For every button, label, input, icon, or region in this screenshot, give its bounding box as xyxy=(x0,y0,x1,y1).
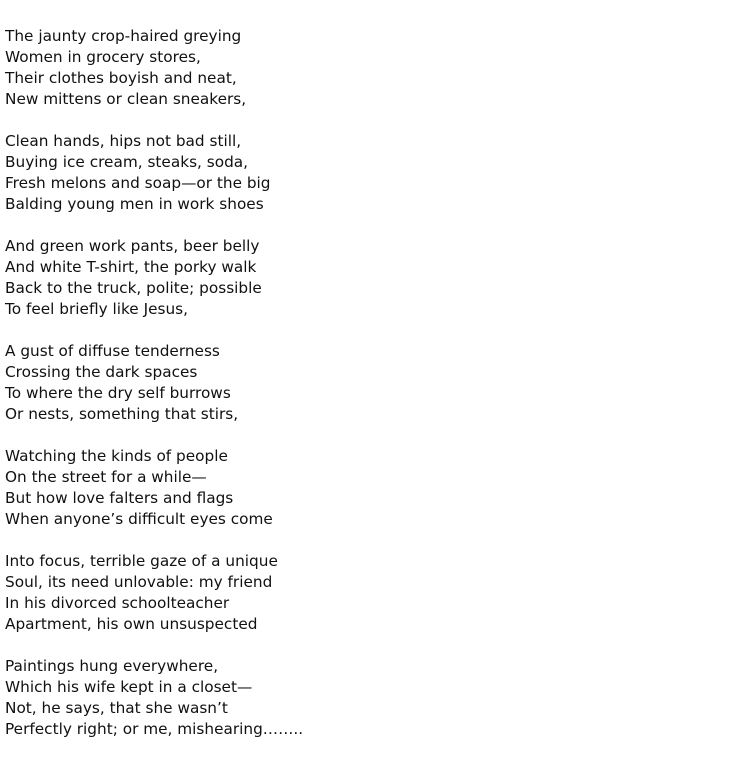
poem-line: Their clothes boyish and neat, xyxy=(5,69,237,87)
stanza-3 xyxy=(5,236,303,320)
stanza-2 xyxy=(5,131,303,215)
poem-line: Crossing the dark spaces xyxy=(5,363,198,381)
poem-line: And green work pants, beer belly xyxy=(5,237,260,255)
poem-line: Buying ice cream, steaks, soda, xyxy=(5,153,249,171)
poem-line: But how love falters and flags xyxy=(5,489,234,507)
poem-line: To feel briefly like Jesus, xyxy=(5,300,189,318)
stanza-7 xyxy=(5,656,303,740)
stanza-6 xyxy=(5,551,303,635)
poem-line: And white T-shirt, the porky walk xyxy=(5,258,257,276)
poem-line: Paintings hung everywhere, xyxy=(5,657,219,675)
poem-line: A gust of diffuse tenderness xyxy=(5,342,220,360)
poem-line: New mittens or clean sneakers, xyxy=(5,90,247,108)
poem-line: Clean hands, hips not bad still, xyxy=(5,132,242,150)
poem-line: Balding young men in work shoes xyxy=(5,195,264,213)
poem-line: When anyone’s difficult eyes come xyxy=(5,510,273,528)
poem-text xyxy=(5,26,303,761)
poem-line: Back to the truck, polite; possible xyxy=(5,279,262,297)
poem-line: Perfectly right; or me, mishearing…….. xyxy=(5,720,304,738)
poem-line: Soul, its need unlovable: my friend xyxy=(5,573,273,591)
poem-line: Watching the kinds of people xyxy=(5,447,228,465)
poem-line: The jaunty crop-haired greying xyxy=(5,27,242,45)
poem-line: In his divorced schoolteacher xyxy=(5,594,230,612)
poem-line: Which his wife kept in a closet— xyxy=(5,678,253,696)
poem-line: On the street for a while— xyxy=(5,468,207,486)
poem-line: Not, he says, that she wasn’t xyxy=(5,699,228,717)
poem-line: Apartment, his own unsuspected xyxy=(5,615,258,633)
stanza-5 xyxy=(5,446,303,530)
poem-line: Or nests, something that stirs, xyxy=(5,405,239,423)
stanza-1 xyxy=(5,26,303,110)
poem-line: Women in grocery stores, xyxy=(5,48,201,66)
poem-line: To where the dry self burrows xyxy=(5,384,231,402)
poem-line: Into focus, terrible gaze of a unique xyxy=(5,552,278,570)
stanza-4 xyxy=(5,341,303,425)
poem-line: Fresh melons and soap—or the big xyxy=(5,174,271,192)
